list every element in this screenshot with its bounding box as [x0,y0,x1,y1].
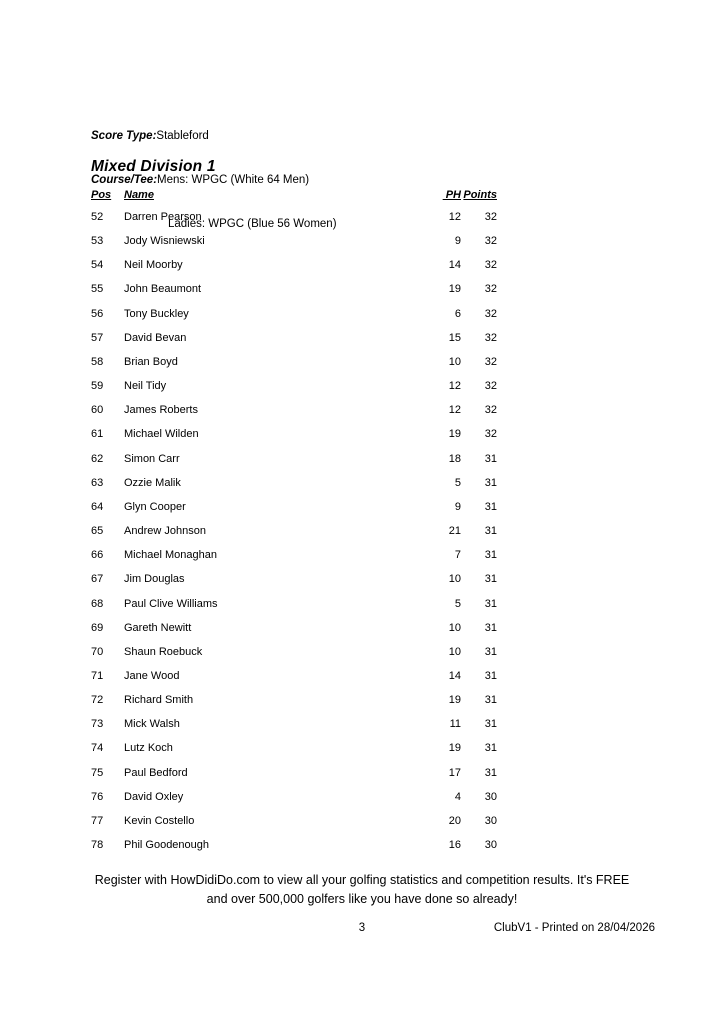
cell-ph: 16 [448,839,461,852]
cell-points: 30 [484,814,497,827]
register-note [0,871,724,909]
cell-pos: 72 [91,694,104,707]
cell-pos: 71 [91,669,104,682]
cell-name: Lutz Koch [124,742,173,755]
cell-ph: 10 [448,621,461,634]
cell-name: Kevin Costello [124,814,195,827]
column-header-points: Points [463,189,497,201]
cell-ph: 15 [448,331,461,344]
cell-pos: 60 [91,404,104,417]
cell-points: 32 [484,355,497,368]
cell-pos: 70 [91,645,104,658]
cell-pos: 67 [91,573,104,586]
cell-name: Neil Tidy [124,380,167,393]
cell-ph: 12 [448,211,461,223]
cell-name: Glyn Cooper [124,500,186,513]
table-row [91,549,497,573]
cell-points: 32 [484,404,497,417]
cell-name: Shaun Roebuck [124,645,203,658]
cell-ph: 19 [448,283,461,296]
cell-pos: 53 [91,235,104,248]
column-header-name: Name [124,189,154,201]
cell-pos: 57 [91,331,104,344]
cell-pos: 76 [91,790,104,803]
cell-points: 32 [484,428,497,441]
cell-ph: 5 [454,597,461,610]
cell-ph: 14 [448,669,461,682]
cell-ph: 14 [448,259,461,272]
cell-name: David Oxley [124,790,184,803]
cell-points: 32 [484,380,497,393]
cell-ph: 19 [448,742,461,755]
cell-ph: 5 [454,476,461,489]
division-title: Mixed Division 1 [91,158,216,175]
cell-name: Richard Smith [124,694,194,707]
cell-pos: 73 [91,718,104,731]
score-type-value: Stableford [156,130,209,143]
cell-name: Gareth Newitt [124,621,192,634]
cell-ph: 11 [449,718,461,731]
cell-ph: 17 [448,766,461,779]
cell-ph: 20 [448,814,461,827]
cell-ph: 18 [448,452,461,465]
table-row [91,598,497,622]
cell-name: Ozzie Malik [124,476,181,489]
table-row [91,308,497,332]
cell-pos: 52 [91,211,104,223]
printed-info: ClubV1 - Printed on 28/04/2026 [493,922,655,934]
cell-name: John Beaumont [124,283,202,296]
cell-points: 31 [484,645,497,658]
cell-pos: 68 [91,597,104,610]
cell-points: 31 [484,718,497,731]
cell-points: 31 [484,742,497,755]
cell-name: Darren Pearson [124,211,202,223]
cell-name: Mick Walsh [124,718,180,731]
cell-name: Simon Carr [124,452,180,465]
cell-points: 32 [484,283,497,296]
results-table-body [91,211,497,863]
cell-points: 32 [484,259,497,272]
cell-name: Andrew Johnson [124,525,206,538]
cell-pos: 78 [91,839,104,852]
table-row [91,791,497,815]
table-row [91,718,497,742]
cell-name: Paul Bedford [124,766,188,779]
cell-pos: 55 [91,283,104,296]
table-row [91,694,497,718]
table-row [91,477,497,501]
table-row [91,404,497,428]
cell-name: David Bevan [124,331,187,344]
cell-points: 32 [484,307,497,320]
cell-points: 32 [484,331,497,344]
table-row [91,283,497,307]
table-row [91,211,497,235]
table-row [91,525,497,549]
cell-pos: 59 [91,380,104,393]
cell-pos: 69 [91,621,104,634]
cell-ph: 10 [448,355,461,368]
table-row [91,235,497,259]
cell-name: Jim Douglas [124,573,185,586]
cell-pos: 66 [91,549,104,562]
page-number: 3 [358,922,366,934]
column-header-ph: PH [442,189,461,201]
course-tee-ladies-value: Ladies: WPGC (Blue 56 Women) [168,217,337,230]
cell-pos: 54 [91,259,104,272]
cell-pos: 65 [91,525,104,538]
cell-name: Paul Clive Williams [124,597,218,610]
table-row [91,742,497,766]
table-row [91,670,497,694]
cell-ph: 10 [448,645,461,658]
cell-points: 30 [484,839,497,852]
table-row [91,622,497,646]
cell-name: Jody Wisniewski [124,235,205,248]
table-row [91,767,497,791]
register-note-line1: Register with HowDidiDo.com to view all your golfing statistics and competition results. It's FREE [94,873,630,887]
cell-ph: 21 [448,525,461,538]
cell-name: Tony Buckley [124,307,189,320]
table-row [91,453,497,477]
cell-pos: 58 [91,355,104,368]
cell-ph: 9 [454,235,461,248]
cell-pos: 61 [91,428,104,441]
score-type-line [91,129,337,144]
cell-points: 30 [484,790,497,803]
page-footer [0,922,724,938]
cell-pos: 77 [91,814,104,827]
cell-pos: 63 [91,476,104,489]
cell-name: Michael Wilden [124,428,199,441]
cell-points: 31 [484,597,497,610]
cell-points: 31 [484,621,497,634]
cell-name: James Roberts [124,404,198,417]
table-row [91,815,497,839]
cell-ph: 4 [454,790,461,803]
table-row [91,646,497,670]
table-row [91,332,497,356]
cell-points: 32 [484,211,497,223]
cell-ph: 9 [454,500,461,513]
table-row [91,501,497,525]
course-tee-label: Course/Tee: [91,173,158,186]
cell-pos: 62 [91,452,104,465]
cell-points: 32 [484,235,497,248]
table-row [91,356,497,380]
register-note-line2: and over 500,000 golfers like you have done so already! [206,892,518,906]
cell-name: Brian Boyd [124,355,178,368]
cell-points: 31 [484,525,497,538]
cell-name: Neil Moorby [124,259,183,272]
course-tee-mens-value: Mens: WPGC (White 64 Men) [157,173,310,186]
column-header-pos: Pos [91,189,112,201]
cell-pos: 64 [91,500,104,513]
table-row [91,380,497,404]
cell-points: 31 [484,669,497,682]
table-row [91,428,497,452]
cell-pos: 56 [91,307,104,320]
cell-points: 31 [484,476,497,489]
cell-points: 31 [484,500,497,513]
cell-name: Michael Monaghan [124,549,217,562]
cell-points: 31 [484,549,497,562]
table-row [91,573,497,597]
cell-ph: 12 [448,404,461,417]
cell-name: Jane Wood [124,669,180,682]
table-row [91,839,497,863]
score-type-label: Score Type: [91,130,157,143]
cell-points: 31 [484,573,497,586]
cell-points: 31 [484,452,497,465]
cell-ph: 6 [454,307,461,320]
cell-ph: 19 [448,694,461,707]
cell-name: Phil Goodenough [124,839,210,852]
cell-ph: 7 [454,549,461,562]
cell-points: 31 [484,694,497,707]
cell-ph: 12 [448,380,461,393]
table-header-row [91,189,497,211]
cell-ph: 10 [448,573,461,586]
cell-ph: 19 [448,428,461,441]
cell-points: 31 [484,766,497,779]
table-row [91,259,497,283]
cell-pos: 74 [91,742,104,755]
cell-pos: 75 [91,766,104,779]
results-table [91,189,497,863]
